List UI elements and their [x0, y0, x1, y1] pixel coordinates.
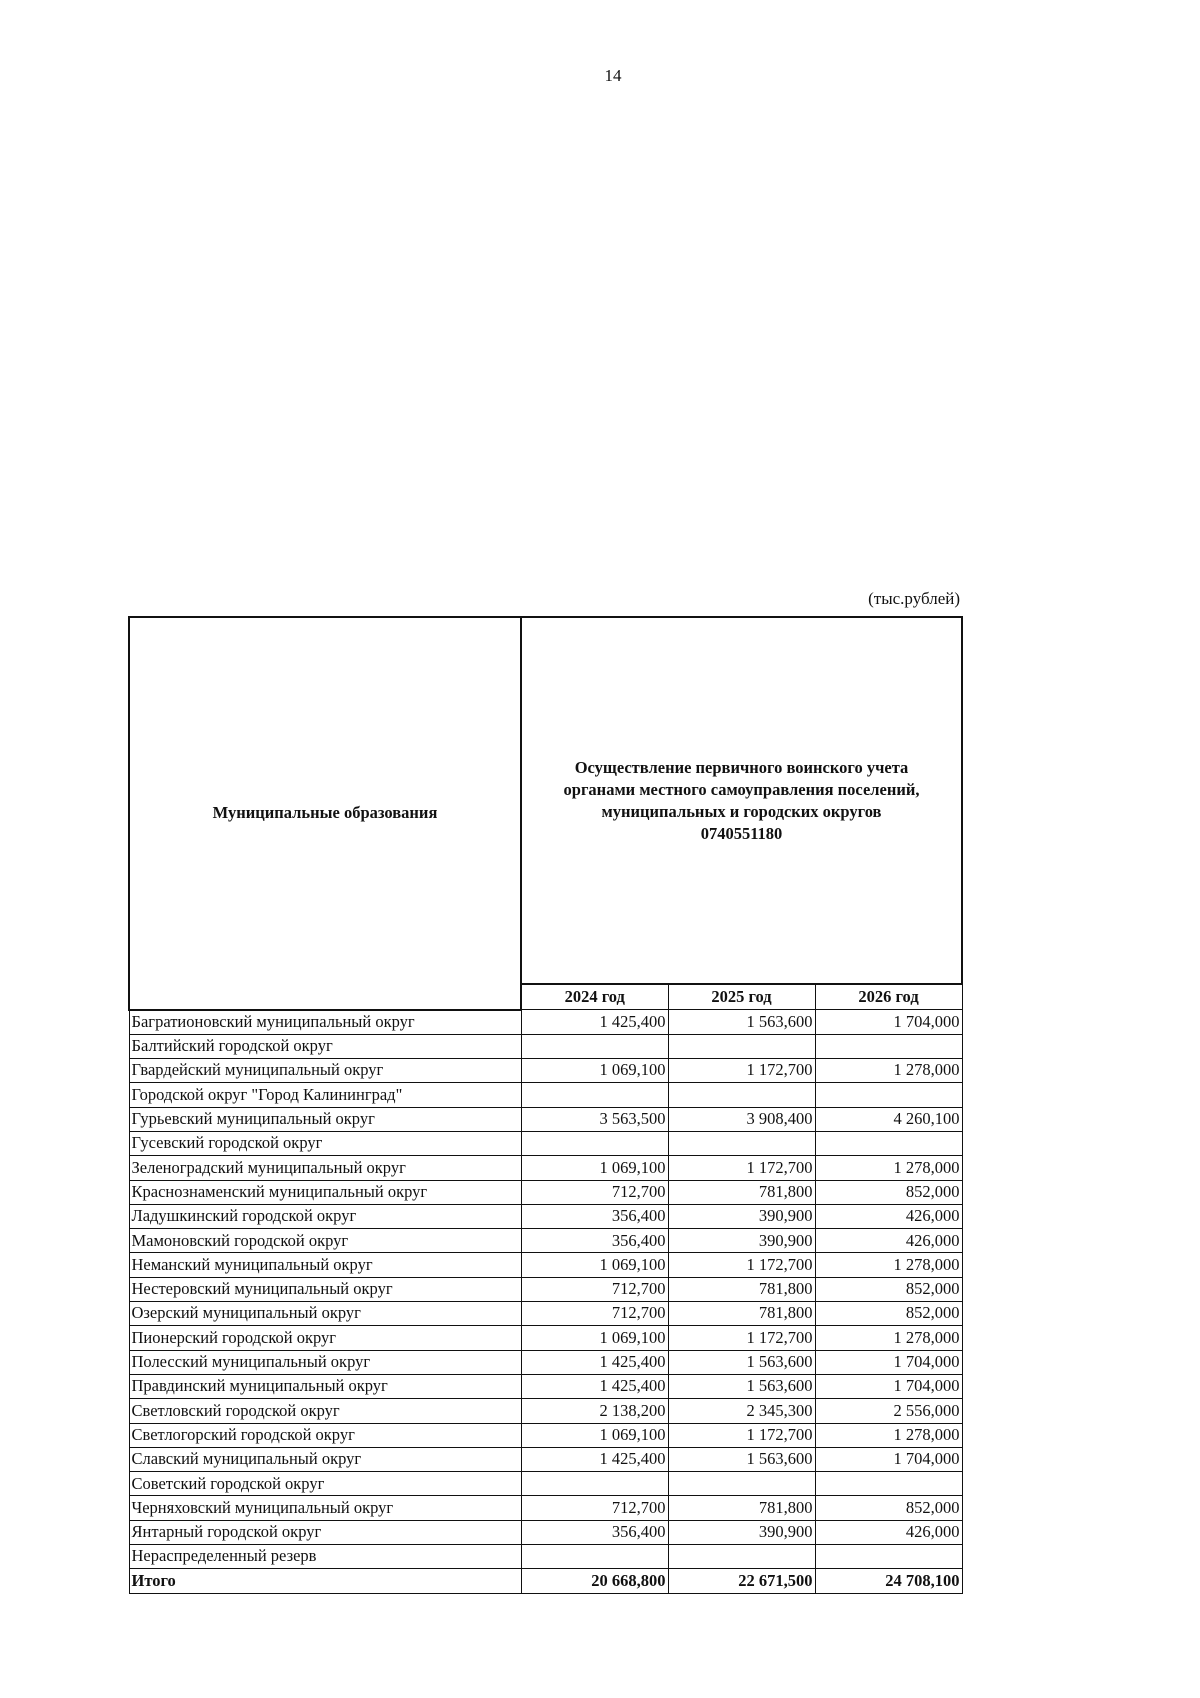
amount-cell-2024: 1 425,400	[521, 1447, 668, 1471]
amount-cell-2025: 781,800	[668, 1277, 815, 1301]
municipality-name-cell: Городской округ "Город Калининград"	[129, 1083, 521, 1107]
municipality-name-cell: Зеленоградский муниципальный округ	[129, 1156, 521, 1180]
table-row	[129, 1447, 962, 1471]
municipality-name-cell: Советский городской округ	[129, 1472, 521, 1496]
amount-cell-2024: 712,700	[521, 1180, 668, 1204]
amount-cell-2026: 852,000	[815, 1302, 962, 1326]
amount-cell-2024: 1 069,100	[521, 1423, 668, 1447]
amount-cell-2025	[668, 1034, 815, 1058]
budget-table	[128, 616, 963, 1594]
amount-cell-2026: 1 704,000	[815, 1374, 962, 1398]
municipality-name-cell: Озерский муниципальный округ	[129, 1302, 521, 1326]
year-header-2025: 2025 год	[668, 984, 815, 1010]
amount-cell-2025: 1 172,700	[668, 1253, 815, 1277]
table-row	[129, 1472, 962, 1496]
units-label: (тыс.рублей)	[868, 589, 960, 608]
table-row	[129, 1180, 962, 1204]
amount-cell-2024: 2 138,200	[521, 1399, 668, 1423]
amount-cell-2025: 1 563,600	[668, 1350, 815, 1374]
table-row	[129, 1277, 962, 1301]
table-row	[129, 1545, 962, 1569]
amount-cell-2026	[815, 1545, 962, 1569]
subject-header-line: муниципальных и городских округов	[601, 801, 882, 821]
amount-cell-2026: 426,000	[815, 1520, 962, 1544]
total-amount-cell-2025: 22 671,500	[668, 1569, 815, 1593]
amount-cell-2024	[521, 1083, 668, 1107]
amount-cell-2025: 1 172,700	[668, 1326, 815, 1350]
amount-cell-2024: 1 069,100	[521, 1253, 668, 1277]
amount-cell-2024: 712,700	[521, 1496, 668, 1520]
amount-cell-2024	[521, 1472, 668, 1496]
amount-cell-2025: 1 172,700	[668, 1156, 815, 1180]
amount-cell-2026: 1 278,000	[815, 1059, 962, 1083]
amount-cell-2026: 852,000	[815, 1496, 962, 1520]
amount-cell-2026	[815, 1083, 962, 1107]
amount-cell-2026: 1 278,000	[815, 1326, 962, 1350]
amount-cell-2024: 1 069,100	[521, 1156, 668, 1180]
amount-cell-2024: 1 425,400	[521, 1374, 668, 1398]
subject-column-header	[521, 617, 962, 984]
amount-cell-2025: 3 908,400	[668, 1107, 815, 1131]
page-number: 14	[604, 66, 622, 85]
amount-cell-2024: 356,400	[521, 1204, 668, 1228]
amount-cell-2024: 1 425,400	[521, 1350, 668, 1374]
municipality-name-cell: Правдинский муниципальный округ	[129, 1374, 521, 1398]
total-row	[129, 1569, 962, 1593]
amount-cell-2026	[815, 1472, 962, 1496]
table-row	[129, 1520, 962, 1544]
table-body	[129, 1010, 962, 1594]
municipality-name-cell: Багратионовский муниципальный округ	[129, 1010, 521, 1035]
table-row	[129, 1302, 962, 1326]
amount-cell-2026: 852,000	[815, 1277, 962, 1301]
amount-cell-2026: 426,000	[815, 1229, 962, 1253]
amount-cell-2025: 1 563,600	[668, 1447, 815, 1471]
amount-cell-2025	[668, 1472, 815, 1496]
table-row	[129, 1204, 962, 1228]
table-row	[129, 1399, 962, 1423]
amount-cell-2025: 390,900	[668, 1229, 815, 1253]
amount-cell-2024: 1 069,100	[521, 1326, 668, 1350]
amount-cell-2026	[815, 1034, 962, 1058]
municipality-column-header: Муниципальные образования	[129, 617, 521, 1010]
year-header-2024: 2024 год	[521, 984, 668, 1010]
municipality-name-cell: Неманский муниципальный округ	[129, 1253, 521, 1277]
header-row-main	[129, 617, 962, 984]
subject-header-line: органами местного самоуправления поселений,	[563, 779, 920, 799]
table-row	[129, 1156, 962, 1180]
amount-cell-2026: 1 704,000	[815, 1010, 962, 1035]
amount-cell-2026: 1 278,000	[815, 1253, 962, 1277]
municipality-name-cell: Краснознаменский муниципальный округ	[129, 1180, 521, 1204]
table-row	[129, 1326, 962, 1350]
total-amount-cell-2024: 20 668,800	[521, 1569, 668, 1593]
amount-cell-2025	[668, 1131, 815, 1155]
year-header-2026: 2026 год	[815, 984, 962, 1010]
amount-cell-2026: 852,000	[815, 1180, 962, 1204]
amount-cell-2024: 712,700	[521, 1302, 668, 1326]
municipality-name-cell: Балтийский городской округ	[129, 1034, 521, 1058]
municipality-name-cell: Светлогорский городской округ	[129, 1423, 521, 1447]
amount-cell-2025: 390,900	[668, 1520, 815, 1544]
amount-cell-2026: 4 260,100	[815, 1107, 962, 1131]
municipality-name-cell: Полесский муниципальный округ	[129, 1350, 521, 1374]
amount-cell-2024: 356,400	[521, 1520, 668, 1544]
amount-cell-2026: 2 556,000	[815, 1399, 962, 1423]
amount-cell-2024	[521, 1131, 668, 1155]
total-label-cell: Итого	[129, 1569, 521, 1593]
municipality-name-cell: Пионерский городской округ	[129, 1326, 521, 1350]
amount-cell-2025: 781,800	[668, 1496, 815, 1520]
table-row	[129, 1059, 962, 1083]
table-row	[129, 1423, 962, 1447]
amount-cell-2024: 1 069,100	[521, 1059, 668, 1083]
total-amount-cell-2026: 24 708,100	[815, 1569, 962, 1593]
table-row	[129, 1083, 962, 1107]
amount-cell-2024: 1 425,400	[521, 1010, 668, 1035]
amount-cell-2025: 781,800	[668, 1180, 815, 1204]
amount-cell-2026: 426,000	[815, 1204, 962, 1228]
municipality-name-cell: Славский муниципальный округ	[129, 1447, 521, 1471]
amount-cell-2025	[668, 1545, 815, 1569]
table-row	[129, 1350, 962, 1374]
table-header	[129, 617, 962, 1010]
amount-cell-2026: 1 278,000	[815, 1423, 962, 1447]
subject-header-line: Осуществление первичного воинского учета	[574, 757, 909, 777]
municipality-name-cell: Светловский городской округ	[129, 1399, 521, 1423]
table-row	[129, 1131, 962, 1155]
municipality-name-cell: Гурьевский муниципальный округ	[129, 1107, 521, 1131]
municipality-name-cell: Мамоновский городской округ	[129, 1229, 521, 1253]
amount-cell-2026	[815, 1131, 962, 1155]
amount-cell-2025: 2 345,300	[668, 1399, 815, 1423]
municipality-name-cell: Нераспределенный резерв	[129, 1545, 521, 1569]
amount-cell-2025	[668, 1083, 815, 1107]
municipality-name-cell: Гвардейский муниципальный округ	[129, 1059, 521, 1083]
amount-cell-2026: 1 704,000	[815, 1447, 962, 1471]
amount-cell-2025: 1 563,600	[668, 1010, 815, 1035]
amount-cell-2024: 3 563,500	[521, 1107, 668, 1131]
amount-cell-2025: 1 172,700	[668, 1423, 815, 1447]
subject-header-line: 0740551180	[700, 823, 783, 843]
amount-cell-2025: 390,900	[668, 1204, 815, 1228]
table-row	[129, 1107, 962, 1131]
amount-cell-2025: 1 563,600	[668, 1374, 815, 1398]
amount-cell-2026: 1 704,000	[815, 1350, 962, 1374]
amount-cell-2024: 712,700	[521, 1277, 668, 1301]
amount-cell-2025: 781,800	[668, 1302, 815, 1326]
table-row	[129, 1229, 962, 1253]
amount-cell-2024	[521, 1034, 668, 1058]
table-row	[129, 1496, 962, 1520]
municipality-name-cell: Гусевский городской округ	[129, 1131, 521, 1155]
municipality-name-cell: Нестеровский муниципальный округ	[129, 1277, 521, 1301]
amount-cell-2025: 1 172,700	[668, 1059, 815, 1083]
table-row	[129, 1010, 962, 1035]
municipality-name-cell: Янтарный городской округ	[129, 1520, 521, 1544]
amount-cell-2024	[521, 1545, 668, 1569]
municipality-name-cell: Ладушкинский городской округ	[129, 1204, 521, 1228]
table-row	[129, 1253, 962, 1277]
amount-cell-2024: 356,400	[521, 1229, 668, 1253]
municipality-name-cell: Черняховский муниципальный округ	[129, 1496, 521, 1520]
amount-cell-2026: 1 278,000	[815, 1156, 962, 1180]
table-row	[129, 1374, 962, 1398]
table-row	[129, 1034, 962, 1058]
